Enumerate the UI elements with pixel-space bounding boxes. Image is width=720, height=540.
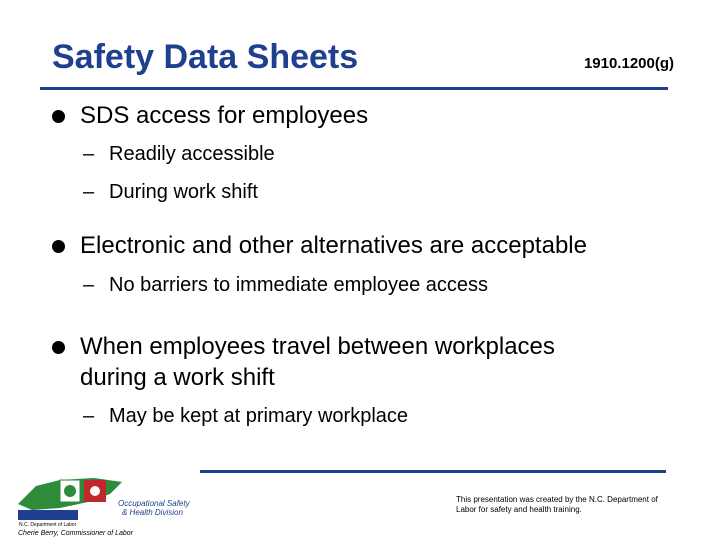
bullet-dot-icon <box>52 341 65 354</box>
sub-item <box>83 405 408 428</box>
division-line-2: & Health Division <box>122 508 183 517</box>
footer-divider <box>200 470 666 473</box>
sub-item-text: No barriers to immediate employee access <box>109 274 489 296</box>
commissioner-line: Cherie Berry, Commissioner of Labor <box>18 530 134 537</box>
logo-subtext: N.C. Department of Labor <box>19 522 77 528</box>
bullet-text-line-2: during a work shift <box>80 364 275 391</box>
sub-item <box>83 143 275 166</box>
title-divider <box>40 87 668 90</box>
ncdol-logo <box>14 472 194 538</box>
regulation-reference: 1910.1200(g) <box>583 55 674 72</box>
logo-wordmark: NCDOL <box>19 509 59 521</box>
division-line-1: Occupational Safety <box>118 499 190 508</box>
sub-item-text: During work shift <box>109 181 258 203</box>
bullet-text: SDS access for employees <box>80 102 369 129</box>
dash-icon: – <box>83 274 95 296</box>
bullet-text: Electronic and other alternatives are acceptable <box>80 232 587 259</box>
sub-item-text: May be kept at primary workplace <box>109 405 409 427</box>
sub-item-text: Readily accessible <box>109 143 275 165</box>
slide-title: Safety Data Sheets <box>52 38 359 76</box>
bullet-dot-icon <box>52 110 65 123</box>
sub-item <box>83 181 258 204</box>
dash-icon: – <box>83 181 95 203</box>
sub-item <box>83 274 488 297</box>
dash-icon: – <box>83 143 95 165</box>
bullet-text-line-1: When employees travel between workplaces <box>80 333 555 360</box>
footer-note: This presentation was created by the N.C. Department of Labor for safety and health training. <box>456 495 658 514</box>
dash-icon: – <box>83 405 95 427</box>
bullet-dot-icon <box>52 240 65 253</box>
